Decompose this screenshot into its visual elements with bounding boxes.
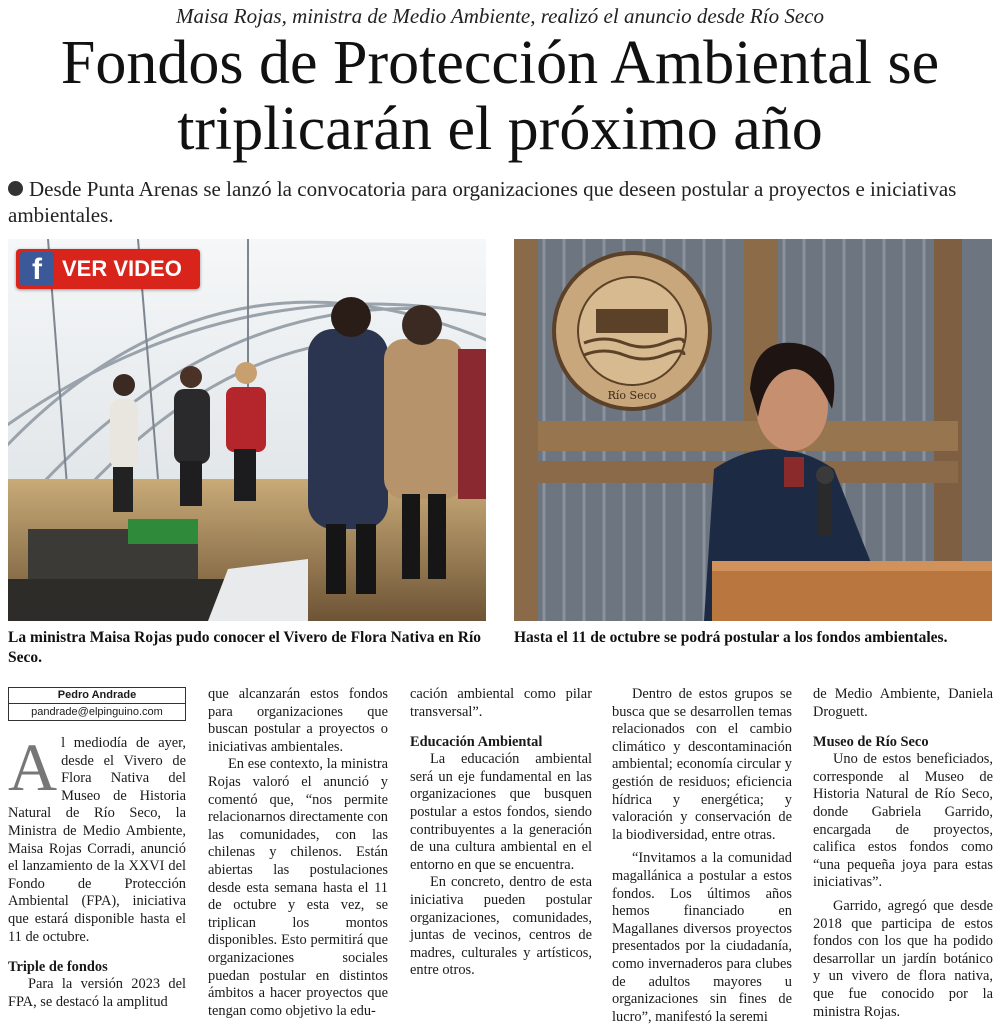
bullet-dot-icon xyxy=(8,181,23,196)
body-paragraph: que alcanzarán estos fondos para organizaciones que buscan postular a proyectos o iniciativas ambientales. xyxy=(208,686,388,755)
body-paragraph: La educación ambiental será un eje fundamental en las organizaciones que busquen postular a estos fondos, siendo contribuyentes a la generación de una cultura ambiental en el entorno en que se encuentra. xyxy=(410,751,592,873)
body-paragraph: Uno de estos beneficiados, corresponde al Museo de Historia Natural de Río Seco, donde Gabriela Garrido, encargada de proyectos, califica estos fondos como “una pequeña joya para estas iniciativas”. xyxy=(813,751,993,891)
article-summary xyxy=(8,176,996,228)
body-column-4 xyxy=(612,686,792,1026)
photo-caption-2: Hasta el 11 de octubre se podrá postular a los fondos ambientales. xyxy=(514,629,948,646)
photo-caption-1: La ministra Maisa Rojas pudo conocer el Vivero de Flora Nativa en Río Seco. xyxy=(8,629,482,666)
video-badge-label: VER VIDEO xyxy=(62,256,182,281)
subheading-triple-fondos: Triple de fondos xyxy=(8,959,108,976)
body-paragraph: Garrido, agregó que desde 2018 que participa de estos fondos con los que ha podido desarrollar un jardín botánico y un vivero de flora nativa, que fue conocido por la ministra Rojas. xyxy=(813,897,993,1020)
photo-minister-podium[interactable] xyxy=(514,239,992,621)
body-paragraph: En concreto, dentro de esta iniciativa pueden postular organizaciones, comunidades, juntas de vecinos, centros de madres, culturales y artísticos, entre otros. xyxy=(410,874,592,979)
subheading-educacion-ambiental: Educación Ambiental xyxy=(410,734,543,751)
video-badge-button[interactable] xyxy=(16,249,200,289)
paragraph-text: l mediodía de ayer, desde el Vivero de Flora Nativa del Museo de Historia Natural de Río Seco, la Ministra de Medio Ambiente, Maisa Rojas Corradi, anunció el lanzamiento de la XXVI del Fondo de Protección Ambiental (FPA), iniciativa que estará disponible hasta el 11 de octubre. xyxy=(8,735,186,945)
podium-illustration xyxy=(514,239,992,621)
headline xyxy=(20,30,980,162)
author-email[interactable]: pandrade@elpinguino.com xyxy=(31,706,163,718)
photo-greenhouse[interactable] xyxy=(8,239,486,621)
body-paragraph: cación ambiental como pilar transversal”. xyxy=(410,686,592,720)
body-paragraph: de Medio Ambiente, Daniela Droguett. xyxy=(813,686,993,720)
body-paragraph: Para la versión 2023 del FPA, se destacó la amplitud xyxy=(8,976,186,1010)
greenhouse-illustration xyxy=(8,239,486,621)
body-paragraph: En ese contexto, la ministra Rojas valoró el anunció y comentó que, “nos permite relacionarnos directamente con las comunidades, con las chilenas y chilenos. Están abiertas las postulaciones desde esta semana hasta el 11 de octubre y esta vez, se triplican los montos disponibles. Esto permitirá que organizaciones sociales puedan postular en distintos ámbitos a hacer proyectos que tengan como objetivo la edu- xyxy=(208,756,388,1019)
body-paragraph xyxy=(8,729,186,946)
body-column-1 xyxy=(8,729,186,1011)
body-paragraph: Dentro de estos grupos se busca que se desarrollen temas relacionados con el cambio climático y descontaminación ambiental; economía circular y gestión de residuos; eficiencia hídrica y energética; y valoración y conservación de la biodiversidad, entre otras. xyxy=(612,686,792,843)
subheading-museo-rio-seco: Museo de Río Seco xyxy=(813,734,929,751)
sign-text: Río Seco xyxy=(607,389,657,402)
dropcap: A xyxy=(8,729,58,805)
author-name: Pedro Andrade xyxy=(9,688,185,704)
article-kicker: Maisa Rojas, ministra de Medio Ambiente, realizó el anuncio desde Río Seco xyxy=(176,4,824,28)
body-column-2 xyxy=(208,686,388,1020)
body-paragraph: “Invitamos a la comunidad magallánica a postular a estos fondos. Los últimos años hemos financiado en Magallanes diversos proyectos presentados por la ciudadanía, como invernaderos para clubes de adultos mayores u organizaciones sin fines de lucro”, manifestó la seremi xyxy=(612,850,792,1025)
headline-line-2: triplicarán el próximo año xyxy=(177,95,823,163)
summary-text: Desde Punta Arenas se lanzó la convocatoria para organizaciones que deseen postular a proyectos e iniciativas ambientales. xyxy=(8,177,957,227)
body-column-5 xyxy=(813,686,993,1021)
body-column-3 xyxy=(410,686,592,980)
byline-box xyxy=(8,687,186,721)
facebook-icon: f xyxy=(20,252,54,286)
headline-line-1: Fondos de Protección Ambiental se xyxy=(60,29,940,97)
